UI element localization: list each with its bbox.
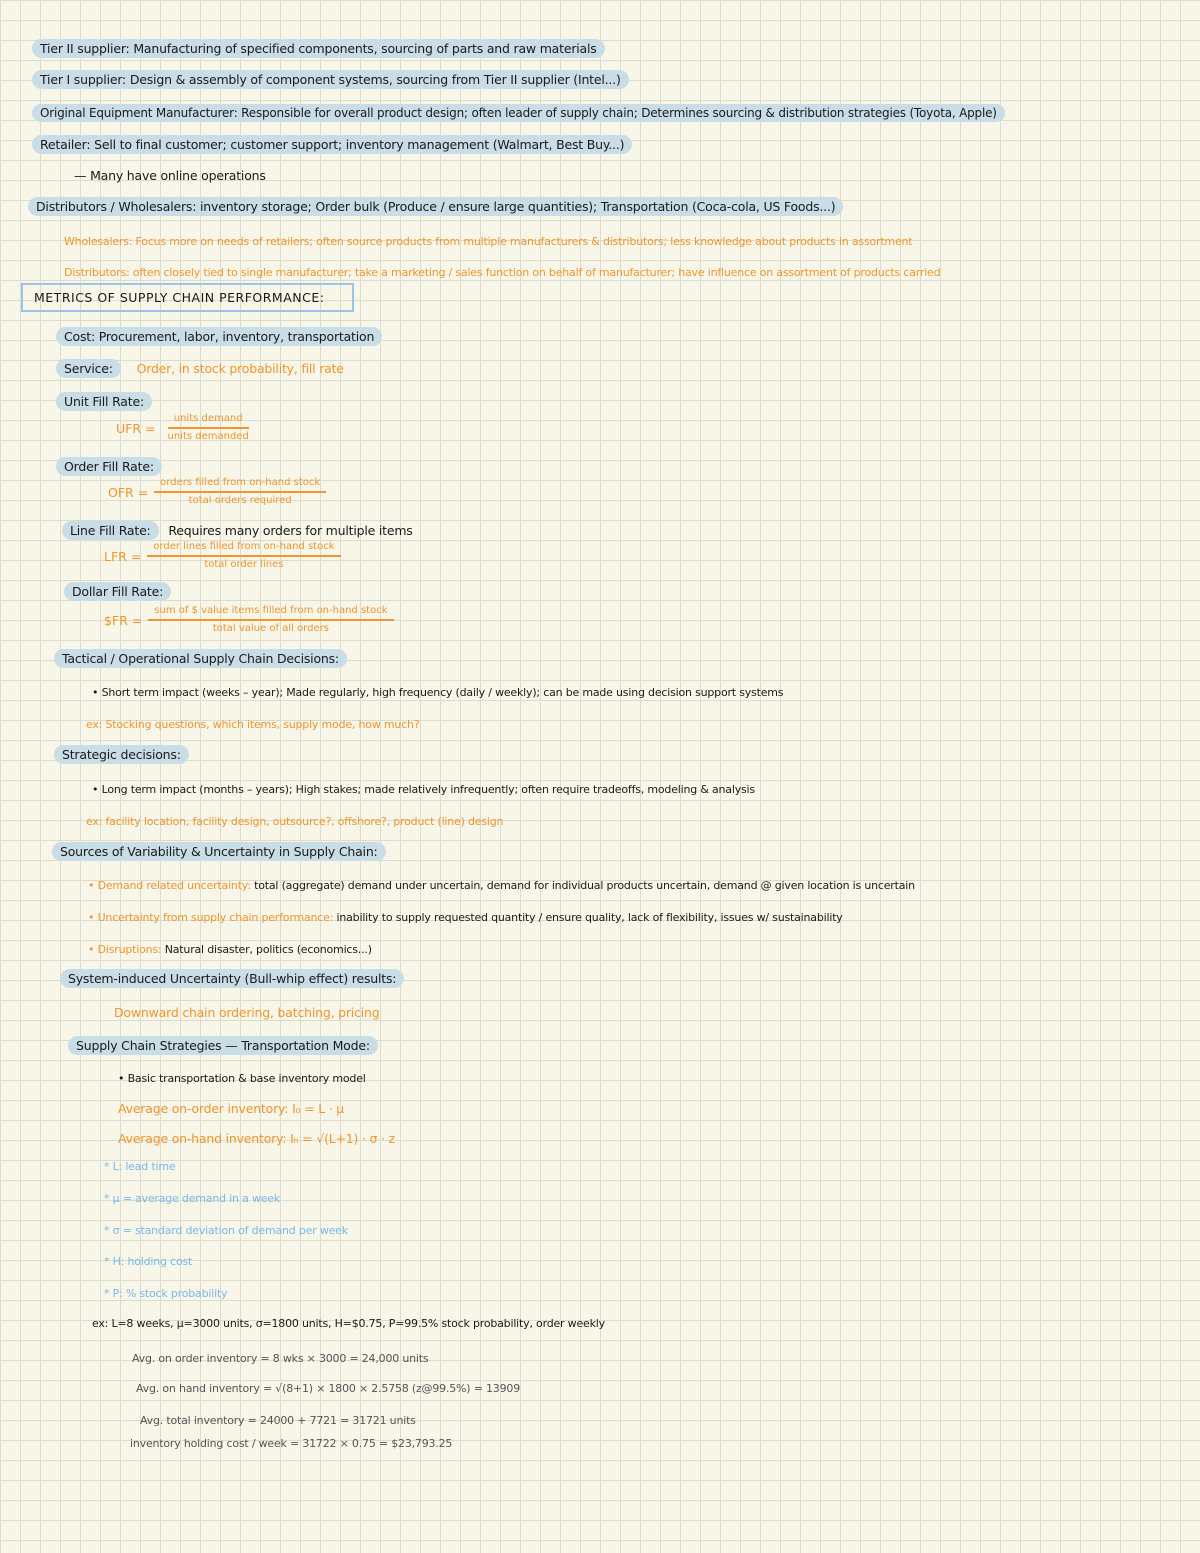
tier1-text: Tier I supplier: Design & assembly of component systems, sourcing from Tier II supplier (Intel...): [32, 70, 629, 89]
strategic-text: • Long term impact (months – years); High stakes; made relatively infrequently; often require tradeoffs, modeling & analysis: [92, 783, 755, 796]
strategies-title: [68, 1037, 378, 1055]
strategic-title: [54, 746, 189, 764]
tactical-title: [54, 650, 347, 668]
source-demand-text: total (aggregate) demand under uncertain, demand for individual products uncertain, demand @ given location is uncertain: [254, 879, 915, 892]
ofr-lhs: OFR =: [108, 484, 149, 500]
strategic-title-text: Strategic decisions:: [54, 745, 189, 764]
lfr-text: Requires many orders for multiple items: [168, 523, 413, 538]
retailer-note: [32, 136, 632, 154]
strategies-title-text: Supply Chain Strategies — Transportation Mode:: [68, 1036, 378, 1055]
distributors-note: [28, 198, 843, 216]
legend-holding-cost: * H: holding cost: [104, 1255, 193, 1268]
source-disruptions: [88, 941, 372, 959]
ufr-title-text: Unit Fill Rate:: [56, 392, 152, 411]
legend-stock-probability: * P: % stock probability: [104, 1287, 228, 1300]
onhand-inventory-formula: Average on-hand inventory: Iₕ = √(L+1) · σ · z: [118, 1131, 395, 1146]
source-demand-label: • Demand related uncertainty:: [88, 879, 251, 892]
dfr-lhs: $FR =: [104, 612, 143, 628]
wholesalers-note: Wholesalers: Focus more on needs of retailers; often source products from multiple manufacturers & distributors; less knowledge about products in assortment: [64, 235, 913, 248]
strategies-text: • Basic transportation & base inventory model: [118, 1072, 366, 1085]
ofr-title: [56, 458, 162, 476]
tactical-text: • Short term impact (weeks – year); Made regularly, high frequency (daily / weekly); can be made using decision support systems: [92, 686, 784, 699]
dfr-title: [64, 583, 171, 601]
dfr-formula: [104, 604, 394, 636]
ofr-numerator: orders filled from on-hand stock: [154, 476, 326, 493]
ufr-title: [56, 393, 152, 411]
dfr-title-text: Dollar Fill Rate:: [64, 582, 171, 601]
tactical-title-text: Tactical / Operational Supply Chain Decisions:: [54, 649, 347, 668]
sources-title: [52, 843, 386, 861]
source-disruptions-text: Natural disaster, politics (economics...): [164, 943, 372, 956]
ufr-denominator: units demanded: [167, 431, 249, 442]
distributors-definition: Distributors: often closely tied to single manufacturer; take a marketing / sales function on behalf of manufacturer; have influence on assortment of products carried: [64, 266, 941, 279]
oem-note: [32, 104, 1005, 122]
ofr-title-text: Order Fill Rate:: [56, 457, 162, 476]
calc-on-hand: Avg. on hand inventory = √(8+1) × 1800 × 2.5758 (z@99.5%) = 13909: [136, 1382, 520, 1395]
lfr-formula: [104, 540, 341, 572]
system-text: Downward chain ordering, batching, pricing: [114, 1005, 380, 1020]
pipeline-inventory-formula: Average on-order inventory: I₀ = L · μ: [118, 1101, 345, 1116]
ufr-formula: [116, 412, 255, 444]
retailer-sub-note: — Many have online operations: [74, 168, 266, 183]
source-supply: [88, 909, 843, 927]
legend-mean-demand: * μ = average demand in a week: [104, 1192, 281, 1205]
dfr-denominator: total value of all orders: [212, 623, 329, 634]
system-title: [60, 970, 404, 988]
legend-std-dev: * σ = standard deviation of demand per week: [104, 1224, 348, 1237]
lfr-lhs: LFR =: [104, 548, 142, 564]
source-supply-text: inability to supply requested quantity / ensure quality, lack of flexibility, issues w/ sustainability: [336, 911, 843, 924]
example-line: ex: L=8 weeks, μ=3000 units, σ=1800 units, H=$0.75, P=99.5% stock probability, order weekly: [92, 1317, 605, 1330]
strategic-example: ex: facility location, facility design, outsource?, offshore?, product (line) design: [86, 815, 504, 828]
ofr-formula: [108, 476, 326, 508]
tier2-note: [32, 40, 605, 58]
lfr-numerator: order lines filled from on-hand stock: [147, 540, 340, 557]
system-title-text: System-induced Uncertainty (Bull-whip effect) results:: [60, 969, 404, 988]
service-text: Order, in stock probability, fill rate: [136, 361, 344, 376]
tier2-text: Tier II supplier: Manufacturing of specified components, sourcing of parts and raw materials: [32, 39, 605, 58]
ufr-lhs: UFR =: [116, 420, 156, 436]
oem-text: Original Equipment Manufacturer: Responsible for overall product design; often leader of supply chain; Determines sourcing & distribution strategies (Toyota, Apple): [32, 104, 1005, 122]
dfr-numerator: sum of $ value items filled from on-hand stock: [148, 604, 393, 621]
calc-total: Avg. total inventory = 24000 + 7721 = 31721 units: [140, 1414, 416, 1427]
ofr-denominator: total orders required: [188, 495, 292, 506]
tier1-note: [32, 71, 629, 89]
lfr-denominator: total order lines: [204, 559, 284, 570]
lfr-title-text: Line Fill Rate:: [62, 521, 159, 540]
source-disruptions-label: • Disruptions:: [88, 943, 162, 956]
lfr-title: [62, 522, 413, 540]
source-demand: [88, 877, 915, 895]
sources-title-text: Sources of Variability & Uncertainty in Supply Chain:: [52, 842, 386, 861]
service-note: [56, 360, 344, 378]
service-label: Service:: [56, 359, 121, 378]
cost-note: [56, 328, 382, 346]
cost-text: Cost: Procurement, labor, inventory, transportation: [56, 327, 382, 346]
calc-holding-cost: inventory holding cost / week = 31722 × 0.75 = $23,793.25: [130, 1437, 453, 1450]
distributors-text: Distributors / Wholesalers: inventory storage; Order bulk (Produce / ensure large quantities); Transportation (Coca-cola, US Foods...): [28, 197, 843, 216]
retailer-text: Retailer: Sell to final customer; customer support; inventory management (Walmart, Best Buy...): [32, 135, 632, 154]
legend-lead-time: * L: lead time: [104, 1160, 176, 1173]
tactical-example: ex: Stocking questions, which items, supply mode, how much?: [86, 718, 420, 731]
calc-on-order: Avg. on order inventory = 8 wks × 3000 = 24,000 units: [132, 1352, 429, 1365]
ufr-numerator: units demand: [168, 412, 249, 429]
source-supply-label: • Uncertainty from supply chain performance:: [88, 911, 334, 924]
metrics-header: METRICS OF SUPPLY CHAIN PERFORMANCE:: [34, 290, 325, 305]
